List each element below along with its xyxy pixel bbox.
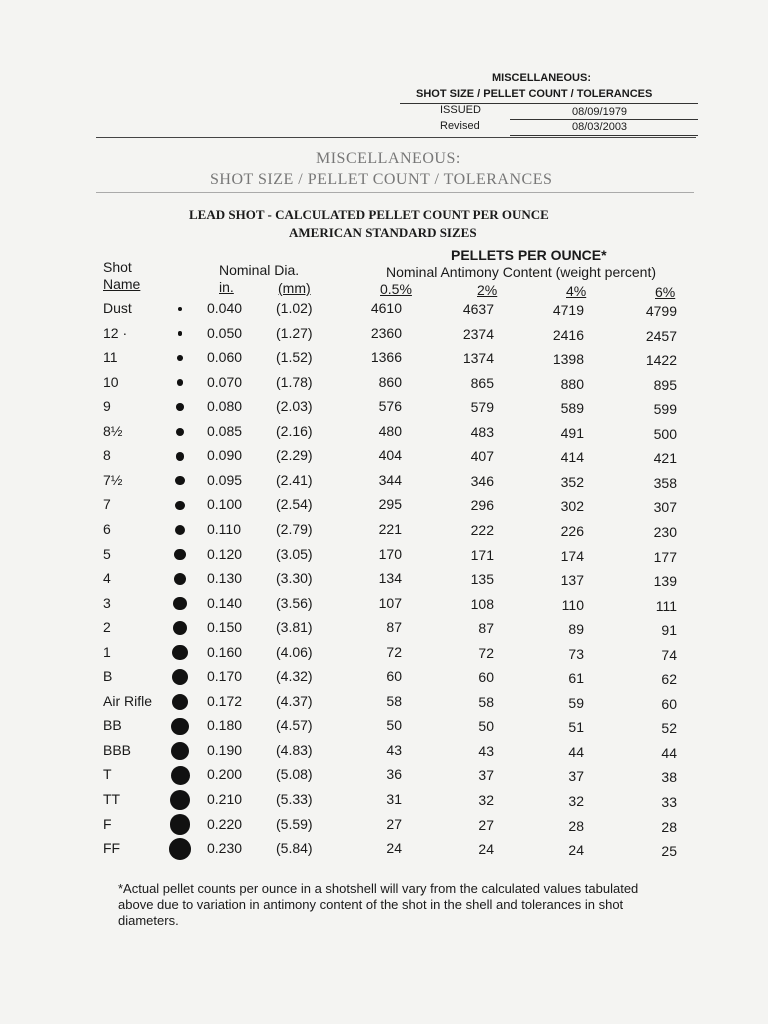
top-divider	[96, 137, 696, 138]
diameter-in: 0.100	[207, 496, 243, 513]
pellet-size-icon	[171, 718, 188, 735]
page-title-line1: MISCELLANEOUS:	[316, 150, 461, 167]
count-4-pct: 28	[568, 817, 584, 834]
count-6-pct: 4799	[645, 303, 677, 319]
diameter-mm: (3.05)	[276, 545, 313, 562]
diameter-mm: (5.59)	[276, 815, 313, 832]
count-0-5-pct: 36	[386, 766, 402, 783]
count-6-pct: 74	[661, 646, 677, 663]
header-line1: MISCELLANEOUS:	[492, 72, 591, 84]
diameter-in: 0.160	[207, 643, 243, 660]
count-2-pct: 407	[470, 448, 494, 465]
table-row	[0, 742, 768, 766]
count-6-pct: 25	[661, 843, 677, 860]
diameter-in: 0.040	[207, 300, 243, 316]
count-0-5-pct: 27	[386, 815, 402, 832]
count-2-pct: 135	[470, 571, 494, 588]
pellet-size-icon	[170, 814, 191, 835]
diameter-mm: (2.29)	[276, 447, 313, 464]
count-4-pct: 226	[560, 522, 584, 539]
count-2-pct: 2374	[462, 325, 494, 342]
count-6-pct: 62	[661, 671, 677, 688]
diameter-in: 0.110	[207, 520, 241, 537]
count-0-5-pct: 43	[386, 741, 402, 758]
count-2-pct: 865	[470, 374, 494, 391]
pellet-size-icon	[172, 694, 188, 710]
count-2-pct: 87	[478, 620, 494, 637]
count-6-pct: 28	[661, 818, 677, 835]
diameter-mm: (1.78)	[276, 373, 313, 390]
count-0-5-pct: 344	[378, 471, 402, 488]
header-antimony: Nominal Antimony Content (weight percent)	[386, 264, 657, 280]
count-6-pct: 421	[653, 450, 677, 467]
shot-name: BBB	[103, 741, 132, 758]
diameter-in: 0.210	[207, 791, 243, 807]
diameter-mm: (5.33)	[276, 791, 313, 807]
diameter-in: 0.190	[207, 741, 243, 758]
count-0-5-pct: 50	[386, 717, 402, 734]
diameter-in: 0.230	[207, 840, 243, 857]
diameter-in: 0.080	[207, 398, 243, 415]
count-2-pct: 24	[478, 841, 494, 858]
count-6-pct: 230	[653, 523, 677, 540]
count-6-pct: 177	[653, 548, 677, 565]
table-row	[0, 325, 768, 349]
count-0-5-pct: 576	[378, 398, 402, 415]
table-row	[0, 570, 768, 594]
table-row	[0, 840, 768, 864]
count-6-pct: 111	[655, 597, 677, 614]
count-2-pct: 171	[470, 546, 494, 563]
count-6-pct: 60	[661, 695, 677, 712]
diameter-mm: (5.84)	[276, 840, 313, 857]
diameter-in: 0.090	[207, 447, 243, 464]
table-row	[0, 374, 768, 398]
count-6-pct: 52	[661, 720, 677, 737]
count-4-pct: 73	[568, 645, 584, 662]
count-2-pct: 579	[470, 399, 494, 416]
pellet-size-icon	[178, 307, 182, 311]
shot-name: 11	[103, 349, 118, 366]
count-0-5-pct: 60	[386, 668, 402, 685]
revised-label: Revised	[440, 120, 480, 132]
shot-name: 12 ·	[103, 324, 128, 341]
count-4-pct: 174	[560, 547, 584, 564]
count-2-pct: 43	[478, 742, 494, 759]
header-in: in.	[219, 279, 234, 295]
count-6-pct: 38	[661, 769, 677, 786]
count-4-pct: 491	[560, 424, 584, 441]
diameter-mm: (4.32)	[276, 668, 313, 685]
table-row	[0, 644, 768, 668]
shot-name: BB	[103, 717, 122, 734]
shot-name: FF	[103, 840, 121, 857]
table-row	[0, 791, 768, 815]
count-4-pct: 24	[568, 842, 584, 859]
count-2-pct: 60	[478, 669, 494, 686]
issued-rule	[510, 119, 698, 120]
header-nominal-dia: Nominal Dia.	[219, 262, 300, 278]
diameter-mm: (3.81)	[276, 619, 313, 636]
title-divider	[96, 192, 694, 193]
table-row	[0, 447, 768, 471]
pellet-size-icon	[175, 501, 185, 511]
count-0-5-pct: 87	[386, 619, 402, 636]
diameter-mm: (4.06)	[276, 643, 313, 660]
count-6-pct: 599	[653, 401, 677, 418]
table-row	[0, 472, 768, 496]
count-0-5-pct: 1366	[370, 349, 402, 366]
count-4-pct: 37	[568, 768, 584, 785]
table-row	[0, 300, 768, 324]
diameter-in: 0.060	[207, 349, 243, 366]
page-title-line2: SHOT SIZE / PELLET COUNT / TOLERANCES	[210, 171, 553, 188]
count-4-pct: 137	[560, 572, 584, 589]
count-2-pct: 37	[478, 767, 494, 784]
diameter-mm: (2.03)	[276, 398, 313, 415]
count-2-pct: 50	[478, 718, 494, 735]
count-0-5-pct: 4610	[370, 300, 402, 316]
count-4-pct: 110	[561, 596, 584, 613]
count-2-pct: 108	[470, 595, 494, 612]
shot-name: 10	[103, 373, 119, 390]
pellet-size-icon	[177, 355, 183, 361]
count-2-pct: 32	[478, 792, 494, 808]
pellet-size-icon	[174, 573, 186, 585]
pellet-size-icon	[172, 669, 188, 685]
count-0-5-pct: 31	[386, 791, 402, 807]
shot-name: Air Rifle	[103, 692, 153, 709]
diameter-mm: (2.79)	[276, 520, 313, 537]
count-0-5-pct: 295	[378, 496, 402, 513]
header-pct-0-5: 0.5%	[380, 281, 412, 297]
count-0-5-pct: 58	[386, 692, 402, 709]
count-6-pct: 358	[653, 474, 677, 491]
table-row	[0, 717, 768, 741]
diameter-mm: (2.41)	[276, 471, 313, 488]
count-6-pct: 500	[653, 425, 677, 442]
count-4-pct: 89	[568, 621, 584, 638]
count-4-pct: 59	[568, 694, 584, 711]
diameter-mm: (5.08)	[276, 766, 313, 783]
pellet-size-icon	[176, 428, 184, 436]
diameter-in: 0.120	[207, 545, 243, 562]
diameter-in: 0.170	[207, 668, 243, 685]
count-0-5-pct: 480	[378, 422, 402, 439]
diameter-mm: (3.30)	[276, 570, 313, 587]
shot-name: 1	[103, 643, 111, 660]
header-pct-2: 2%	[477, 282, 498, 298]
shot-name: 9	[103, 398, 111, 415]
shot-name: 4	[103, 570, 111, 587]
count-6-pct: 91	[661, 622, 677, 639]
pellet-size-icon	[174, 549, 185, 560]
header-pct-4: 4%	[566, 283, 587, 299]
footnote: *Actual pellet counts per ounce in a shotshell will vary from the calculated values tabulated above due to variation in antimony content of the shot in the shell and tolerances in shot diameters.	[118, 881, 639, 928]
count-6-pct: 44	[661, 744, 677, 761]
pellet-size-icon	[175, 476, 184, 485]
count-4-pct: 880	[560, 375, 584, 392]
count-2-pct: 27	[478, 816, 494, 833]
diameter-mm: (4.83)	[276, 741, 313, 758]
diameter-in: 0.070	[207, 373, 243, 390]
shot-name: 7	[103, 496, 111, 513]
count-2-pct: 72	[478, 644, 494, 661]
count-2-pct: 483	[470, 423, 494, 440]
count-2-pct: 58	[478, 693, 494, 710]
diameter-in: 0.180	[207, 717, 243, 734]
count-6-pct: 895	[653, 376, 677, 393]
diameter-mm: (1.27)	[276, 324, 313, 341]
header-line2: SHOT SIZE / PELLET COUNT / TOLERANCES	[416, 88, 653, 100]
count-4-pct: 44	[568, 743, 584, 760]
count-0-5-pct: 134	[378, 570, 402, 587]
header-name: Name	[103, 276, 141, 292]
count-4-pct: 4719	[552, 302, 584, 318]
shot-name: TT	[103, 791, 121, 807]
revised-date: 08/03/2003	[572, 121, 628, 133]
pellet-size-icon	[171, 742, 189, 760]
shot-name: 3	[103, 594, 111, 611]
diameter-in: 0.220	[207, 815, 243, 832]
count-4-pct: 352	[560, 473, 584, 490]
diameter-mm: (2.54)	[276, 496, 313, 513]
table-row	[0, 423, 768, 447]
table-row	[0, 398, 768, 422]
shot-name: 2	[103, 619, 111, 636]
count-2-pct: 222	[470, 521, 494, 538]
diameter-in: 0.085	[207, 422, 243, 439]
pellet-size-icon	[173, 597, 186, 610]
diameter-mm: (1.52)	[276, 349, 313, 366]
count-6-pct: 1422	[645, 352, 677, 369]
count-6-pct: 139	[653, 573, 677, 590]
count-0-5-pct: 170	[378, 545, 402, 562]
count-2-pct: 346	[470, 472, 494, 489]
pellet-size-icon	[169, 838, 191, 860]
count-6-pct: 307	[653, 499, 677, 516]
shot-name: 8	[103, 447, 111, 464]
count-0-5-pct: 860	[378, 373, 402, 390]
shot-name: Dust	[103, 300, 132, 316]
table-row	[0, 546, 768, 570]
shot-name: T	[103, 766, 112, 783]
shot-name: F	[103, 815, 112, 832]
pellet-size-icon	[172, 645, 187, 660]
count-6-pct: 2457	[645, 327, 677, 344]
diameter-in: 0.172	[207, 692, 243, 709]
pellet-size-icon	[177, 379, 184, 386]
count-4-pct: 32	[568, 793, 584, 809]
count-0-5-pct: 221	[378, 520, 402, 537]
shot-name: B	[103, 668, 113, 685]
pellet-size-icon	[173, 621, 187, 635]
pellet-size-icon	[176, 403, 184, 411]
count-4-pct: 2416	[552, 326, 584, 343]
header-pellets-per-ounce: PELLETS PER OUNCE*	[451, 247, 607, 263]
diameter-in: 0.050	[207, 324, 243, 341]
shot-name: 6	[103, 520, 111, 537]
table-row	[0, 668, 768, 692]
count-4-pct: 414	[560, 449, 584, 466]
diameter-in: 0.130	[207, 570, 243, 587]
count-0-5-pct: 404	[378, 447, 402, 464]
table-row	[0, 619, 768, 643]
shot-name: 5	[103, 545, 111, 562]
header-shot: Shot	[103, 259, 132, 275]
diameter-mm: (4.57)	[276, 717, 313, 734]
header-mm: (mm)	[278, 280, 311, 296]
shot-name: 8½	[103, 422, 123, 439]
count-2-pct: 4637	[462, 301, 494, 317]
diameter-in: 0.095	[207, 471, 243, 488]
diameter-in: 0.140	[207, 594, 243, 611]
table-title: LEAD SHOT - CALCULATED PELLET COUNT PER OUNCE	[189, 207, 549, 222]
issued-date: 08/09/1979	[572, 106, 628, 118]
table-subtitle: AMERICAN STANDARD SIZES	[289, 225, 477, 240]
table-row	[0, 349, 768, 373]
diameter-mm: (4.37)	[276, 692, 313, 709]
count-2-pct: 1374	[462, 350, 494, 367]
count-0-5-pct: 2360	[370, 324, 402, 341]
pellet-size-icon	[176, 452, 185, 461]
count-2-pct: 296	[470, 497, 494, 514]
table-row	[0, 595, 768, 619]
count-4-pct: 61	[568, 670, 584, 687]
table-row	[0, 766, 768, 790]
pellet-size-icon	[175, 525, 185, 535]
header-pct-6: 6%	[655, 284, 676, 300]
count-0-5-pct: 24	[386, 840, 402, 857]
diameter-mm: (3.56)	[276, 594, 313, 611]
diameter-mm: (2.16)	[276, 422, 313, 439]
diameter-in: 0.150	[207, 619, 243, 636]
pellet-size-icon	[170, 790, 190, 810]
revised-rule	[510, 135, 698, 136]
count-4-pct: 51	[568, 719, 584, 736]
count-4-pct: 1398	[552, 351, 584, 368]
shot-name: 7½	[103, 471, 123, 488]
count-6-pct: 33	[661, 794, 677, 810]
count-4-pct: 302	[560, 498, 584, 515]
count-0-5-pct: 72	[386, 643, 402, 660]
count-0-5-pct: 107	[378, 594, 402, 611]
count-4-pct: 589	[560, 400, 584, 417]
table-row	[0, 816, 768, 840]
table-row	[0, 693, 768, 717]
diameter-in: 0.200	[207, 766, 243, 783]
issued-label: ISSUED	[440, 104, 481, 116]
table-row	[0, 496, 768, 520]
pellet-size-icon	[171, 766, 190, 785]
diameter-mm: (1.02)	[276, 300, 313, 316]
pellet-size-icon	[178, 331, 183, 336]
table-row	[0, 521, 768, 545]
